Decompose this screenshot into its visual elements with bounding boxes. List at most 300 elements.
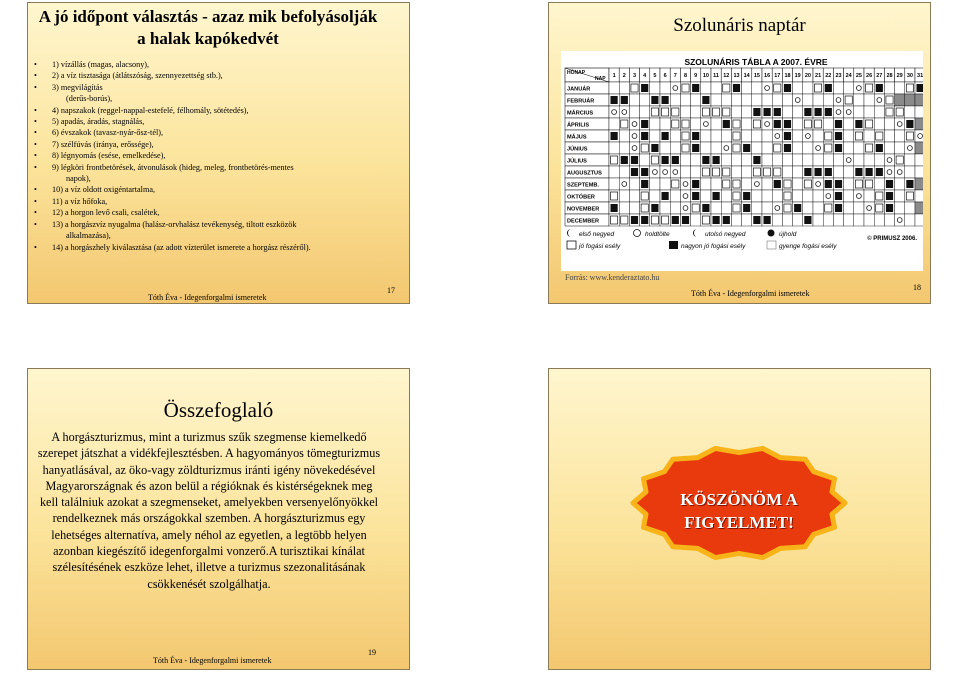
day-cell [752, 130, 762, 142]
day-cell [762, 202, 772, 214]
factor-item-text: 11) a víz hőfoka, [52, 196, 108, 206]
day-cell [844, 142, 854, 154]
day-cell [721, 142, 731, 154]
slide-title: Szolunáris naptár [673, 15, 806, 36]
day-cell [854, 154, 864, 166]
day-cell [742, 118, 752, 130]
very-good-mark [692, 180, 699, 188]
very-good-mark [611, 96, 618, 104]
day-cell [803, 154, 813, 166]
factor-item-text: 1) vízállás (magas, alacsony), [52, 60, 150, 69]
day-cell [762, 82, 772, 94]
day-cell [884, 142, 894, 154]
day-cell [742, 82, 752, 94]
day-cell [701, 82, 711, 94]
day-cell [629, 142, 639, 154]
day-cell [680, 178, 690, 190]
day-cell [905, 214, 915, 226]
day-number: 5 [653, 73, 657, 79]
day-cell [629, 202, 639, 214]
day-cell [864, 130, 874, 142]
factor-item [34, 116, 402, 127]
very-good-mark [723, 216, 730, 224]
factor-item-text: alkalmazása), [66, 231, 111, 241]
bullet-icon: • [34, 151, 37, 161]
day-number: 12 [723, 73, 730, 79]
very-good-mark [682, 216, 689, 224]
very-good-mark [631, 156, 638, 164]
factor-item [34, 82, 402, 93]
day-cell [670, 130, 680, 142]
day-cell [823, 154, 833, 166]
day-cell [874, 106, 884, 118]
month-label: DECEMBER [567, 218, 600, 225]
very-good-mark [794, 204, 801, 212]
day-cell [762, 130, 772, 142]
month-label: FEBRUÁR [567, 98, 595, 105]
day-cell [905, 166, 915, 178]
day-cell [803, 130, 813, 142]
day-cell [619, 166, 629, 178]
very-good-mark [621, 96, 628, 104]
very-good-mark [672, 156, 679, 164]
day-cell [915, 106, 923, 118]
day-cell [813, 190, 823, 202]
month-label: SZEPTEMB. [567, 182, 600, 189]
very-good-mark [815, 108, 822, 116]
day-cell [680, 154, 690, 166]
bullet-icon: • [34, 71, 37, 81]
day-cell [752, 190, 762, 202]
factor-item [34, 93, 402, 104]
day-cell [864, 154, 874, 166]
day-cell [803, 82, 813, 94]
day-cell [793, 214, 803, 226]
day-cell [721, 154, 731, 166]
factor-item-text: 10) a víz oldott oxigéntartalma, [52, 185, 155, 195]
day-cell [762, 178, 772, 190]
day-cell [895, 166, 905, 178]
day-cell [895, 190, 905, 202]
empty-day-cell [905, 94, 915, 106]
month-label: NOVEMBER [567, 206, 600, 213]
day-cell [691, 166, 701, 178]
very-good-mark [906, 120, 913, 128]
day-cell [731, 106, 741, 118]
day-cell [691, 214, 701, 226]
day-cell [629, 118, 639, 130]
day-cell [772, 130, 782, 142]
day-cell [701, 178, 711, 190]
very-good-mark [713, 156, 720, 164]
day-cell [772, 202, 782, 214]
day-cell [742, 214, 752, 226]
very-good-mark [804, 216, 811, 224]
day-cell [813, 142, 823, 154]
day-cell [884, 154, 894, 166]
factor-item [34, 230, 402, 241]
day-cell [813, 202, 823, 214]
day-cell [762, 142, 772, 154]
day-number: 8 [683, 73, 688, 79]
day-cell [874, 178, 884, 190]
month-label: MÁJUS [567, 134, 587, 141]
thanks-line-1: KÖSZÖNÖM A [680, 490, 798, 509]
very-good-mark [784, 144, 791, 152]
empty-day-cell [895, 94, 905, 106]
day-cell [823, 190, 833, 202]
day-cell [711, 94, 721, 106]
very-good-mark [662, 192, 669, 200]
very-good-mark [713, 216, 720, 224]
header-day-label: NAP [595, 76, 606, 82]
day-cell [650, 118, 660, 130]
bullet-icon: • [34, 242, 37, 252]
very-good-mark [784, 84, 791, 92]
factor-item-text: 8) légnyomás (esése, emelkedése), [52, 151, 166, 161]
day-cell [640, 154, 650, 166]
first-quarter-icon [567, 229, 571, 237]
very-good-mark [774, 120, 781, 128]
day-cell [864, 94, 874, 106]
day-number: 18 [784, 73, 791, 79]
very-good-mark [804, 108, 811, 116]
very-good-mark [753, 108, 760, 116]
day-cell [629, 190, 639, 202]
very-good-mark [825, 180, 832, 188]
day-cell [701, 190, 711, 202]
day-cell [711, 142, 721, 154]
day-cell [895, 130, 905, 142]
factor-item-text: 6) évszakok (tavasz-nyár-ősz-tél), [52, 128, 163, 138]
day-cell [844, 178, 854, 190]
day-cell [680, 106, 690, 118]
day-cell [833, 94, 843, 106]
very-good-mark [733, 84, 740, 92]
legend-label: újhold [779, 231, 797, 238]
day-cell [844, 202, 854, 214]
very-good-mark [835, 144, 842, 152]
day-cell [752, 178, 762, 190]
day-cell [844, 106, 854, 118]
day-cell [884, 214, 894, 226]
very-good-mark [917, 84, 924, 92]
day-number: 10 [702, 73, 709, 79]
day-cell [650, 190, 660, 202]
day-cell [670, 94, 680, 106]
very-good-mark [764, 216, 771, 224]
slide-17 [27, 2, 410, 304]
last-quarter-icon [693, 229, 697, 237]
copyright-mark: © PRIMUSZ 2006. [867, 236, 917, 242]
factor-item [34, 127, 402, 138]
slide-20 [548, 368, 931, 670]
very-good-mark [835, 192, 842, 200]
day-cell [680, 202, 690, 214]
day-cell [782, 94, 792, 106]
very-good-mark [641, 180, 648, 188]
day-number: 7 [673, 73, 677, 79]
bullet-icon: • [34, 219, 37, 229]
very-good-mark [641, 216, 648, 224]
very-good-mark [713, 192, 720, 200]
day-cell [833, 106, 843, 118]
day-cell [762, 94, 772, 106]
day-cell [803, 94, 813, 106]
factor-item [34, 139, 402, 150]
factor-item-text: 4) napszakok (reggel-nappal-estefelé, félhomály, sötétedés), [52, 105, 249, 115]
bullet-icon: • [34, 162, 37, 172]
day-cell [680, 190, 690, 202]
factor-item-text: 12) a horgon levő csali, csalétek, [52, 208, 160, 218]
factor-item-text: 5) apadás, áradás, stagnálás, [52, 117, 145, 127]
bullet-icon: • [34, 208, 37, 218]
day-cell [895, 202, 905, 214]
very-good-mark [743, 144, 750, 152]
day-cell [844, 214, 854, 226]
day-cell [782, 214, 792, 226]
day-cell [742, 94, 752, 106]
factor-item [34, 105, 402, 116]
day-cell [721, 202, 731, 214]
day-cell [619, 106, 629, 118]
very-good-mark [631, 168, 638, 176]
day-cell [864, 214, 874, 226]
day-cell [609, 178, 619, 190]
day-number: 2 [622, 73, 626, 79]
day-cell [619, 142, 629, 154]
legend-label: holdtölte [645, 231, 670, 238]
month-label: JANUÁR [567, 86, 591, 93]
month-label: ÁPRILIS [567, 122, 590, 129]
day-cell [884, 82, 894, 94]
source-note: Forrás: www.kenderaztato.hu [565, 273, 660, 282]
day-cell [670, 190, 680, 202]
factor-item [34, 70, 402, 81]
day-number: 16 [764, 73, 771, 79]
thanks-text [627, 488, 851, 534]
day-cell [854, 202, 864, 214]
bullet-icon: • [34, 196, 37, 206]
very-good-mark [692, 192, 699, 200]
day-cell [782, 106, 792, 118]
very-good-mark [662, 156, 669, 164]
day-number: 17 [774, 73, 781, 79]
day-cell [915, 166, 923, 178]
day-cell [691, 118, 701, 130]
day-cell [609, 82, 619, 94]
day-cell [609, 142, 619, 154]
day-number: 28 [886, 73, 893, 79]
very-good-mark [906, 180, 913, 188]
day-number: 6 [663, 73, 667, 79]
calendar-title: SZOLUNÁRIS TÁBLA A 2007. ÉVRE [684, 57, 828, 67]
day-cell [752, 94, 762, 106]
slide-18 [548, 2, 931, 304]
good-chance-icon [567, 241, 576, 249]
day-cell [629, 178, 639, 190]
day-cell [864, 106, 874, 118]
day-cell [660, 166, 670, 178]
day-cell [874, 118, 884, 130]
day-number: 19 [794, 73, 801, 79]
legend-label: jó fogási esély [579, 243, 621, 250]
thanks-line-2: FIGYELMET! [684, 513, 794, 532]
day-cell [711, 130, 721, 142]
day-cell [915, 214, 923, 226]
very-good-mark [692, 84, 699, 92]
day-cell [772, 190, 782, 202]
day-number: 13 [733, 73, 740, 79]
very-good-mark [611, 204, 618, 212]
month-label: OKTÓBER [567, 194, 595, 201]
factor-item-text: napok), [66, 174, 91, 184]
day-cell [650, 82, 660, 94]
day-cell [772, 94, 782, 106]
legend-label: gyenge fogási esély [779, 243, 837, 250]
day-cell [711, 82, 721, 94]
very-good-chance-icon [669, 241, 678, 249]
day-cell [711, 202, 721, 214]
poor-chance-icon [767, 241, 776, 249]
empty-day-cell [915, 178, 923, 190]
very-good-mark [825, 84, 832, 92]
very-good-mark [662, 96, 669, 104]
month-label: JÚLIUS [567, 158, 587, 165]
empty-day-cell [915, 94, 923, 106]
day-cell [813, 130, 823, 142]
very-good-mark [702, 204, 709, 212]
day-cell [721, 130, 731, 142]
day-cell [772, 154, 782, 166]
day-cell [793, 190, 803, 202]
very-good-mark [764, 108, 771, 116]
day-cell [660, 82, 670, 94]
day-number: 23 [835, 73, 842, 79]
very-good-mark [774, 180, 781, 188]
day-cell [844, 154, 854, 166]
day-cell [660, 202, 670, 214]
very-good-mark [886, 192, 893, 200]
day-cell [691, 154, 701, 166]
day-cell [854, 82, 864, 94]
factor-item-text: 2) a víz tisztasága (átlátszóság, szennyezettség stb.), [52, 71, 223, 81]
day-cell [701, 142, 711, 154]
day-cell [915, 130, 923, 142]
legend-label: első negyed [579, 231, 615, 238]
day-cell [619, 130, 629, 142]
very-good-mark [692, 132, 699, 140]
day-cell [895, 82, 905, 94]
day-cell [701, 118, 711, 130]
very-good-mark [815, 168, 822, 176]
day-cell [701, 130, 711, 142]
day-cell [813, 214, 823, 226]
bullet-icon: • [34, 60, 37, 69]
day-cell [742, 130, 752, 142]
very-good-mark [611, 132, 618, 140]
day-cell [844, 82, 854, 94]
factor-item [34, 207, 402, 218]
month-label: AUGUSZTUS [567, 170, 602, 177]
day-cell [772, 214, 782, 226]
day-cell [752, 142, 762, 154]
day-number: 11 [713, 73, 720, 79]
very-good-mark [651, 144, 658, 152]
empty-day-cell [915, 202, 923, 214]
factor-item [34, 184, 402, 195]
day-number: 1 [612, 73, 616, 79]
day-number: 14 [743, 73, 750, 79]
bullet-icon: • [34, 117, 37, 127]
day-cell [670, 82, 680, 94]
month-label: MÁRCIUS [567, 110, 594, 117]
day-cell [833, 214, 843, 226]
slide-number: 18 [913, 283, 921, 292]
very-good-mark [835, 120, 842, 128]
day-cell [650, 130, 660, 142]
day-cell [680, 94, 690, 106]
very-good-mark [662, 132, 669, 140]
factor-item [34, 162, 402, 173]
legend-label: utolsó negyed [705, 231, 746, 238]
day-cell [905, 106, 915, 118]
day-cell [650, 178, 660, 190]
very-good-mark [743, 204, 750, 212]
day-cell [609, 166, 619, 178]
day-number: 3 [632, 73, 637, 79]
day-cell [782, 166, 792, 178]
day-cell [844, 166, 854, 178]
day-cell [650, 166, 660, 178]
very-good-mark [621, 156, 628, 164]
very-good-mark [876, 168, 883, 176]
factor-item [34, 150, 402, 161]
day-cell [619, 190, 629, 202]
day-cell [793, 142, 803, 154]
day-cell [823, 214, 833, 226]
day-cell [895, 118, 905, 130]
day-cell [793, 94, 803, 106]
empty-day-cell [915, 142, 923, 154]
day-cell [742, 166, 752, 178]
day-cell [762, 118, 772, 130]
very-good-mark [835, 132, 842, 140]
day-number: 26 [866, 73, 873, 79]
day-cell [864, 202, 874, 214]
day-cell [813, 94, 823, 106]
slide-footer: Tóth Éva - Idegenforgalmi ismeretek [148, 293, 267, 302]
day-cell [609, 118, 619, 130]
day-cell [742, 154, 752, 166]
very-good-mark [641, 120, 648, 128]
slide-footer: Tóth Éva - Idegenforgalmi ismeretek [153, 656, 272, 665]
day-cell [762, 190, 772, 202]
day-number: 20 [804, 73, 811, 79]
very-good-mark [835, 204, 842, 212]
day-cell [629, 130, 639, 142]
day-number: 15 [753, 73, 760, 79]
day-cell [793, 106, 803, 118]
very-good-mark [784, 132, 791, 140]
day-cell [823, 118, 833, 130]
day-cell [640, 106, 650, 118]
very-good-mark [651, 204, 658, 212]
day-cell [629, 106, 639, 118]
very-good-mark [825, 168, 832, 176]
very-good-mark [855, 168, 862, 176]
day-cell [640, 94, 650, 106]
